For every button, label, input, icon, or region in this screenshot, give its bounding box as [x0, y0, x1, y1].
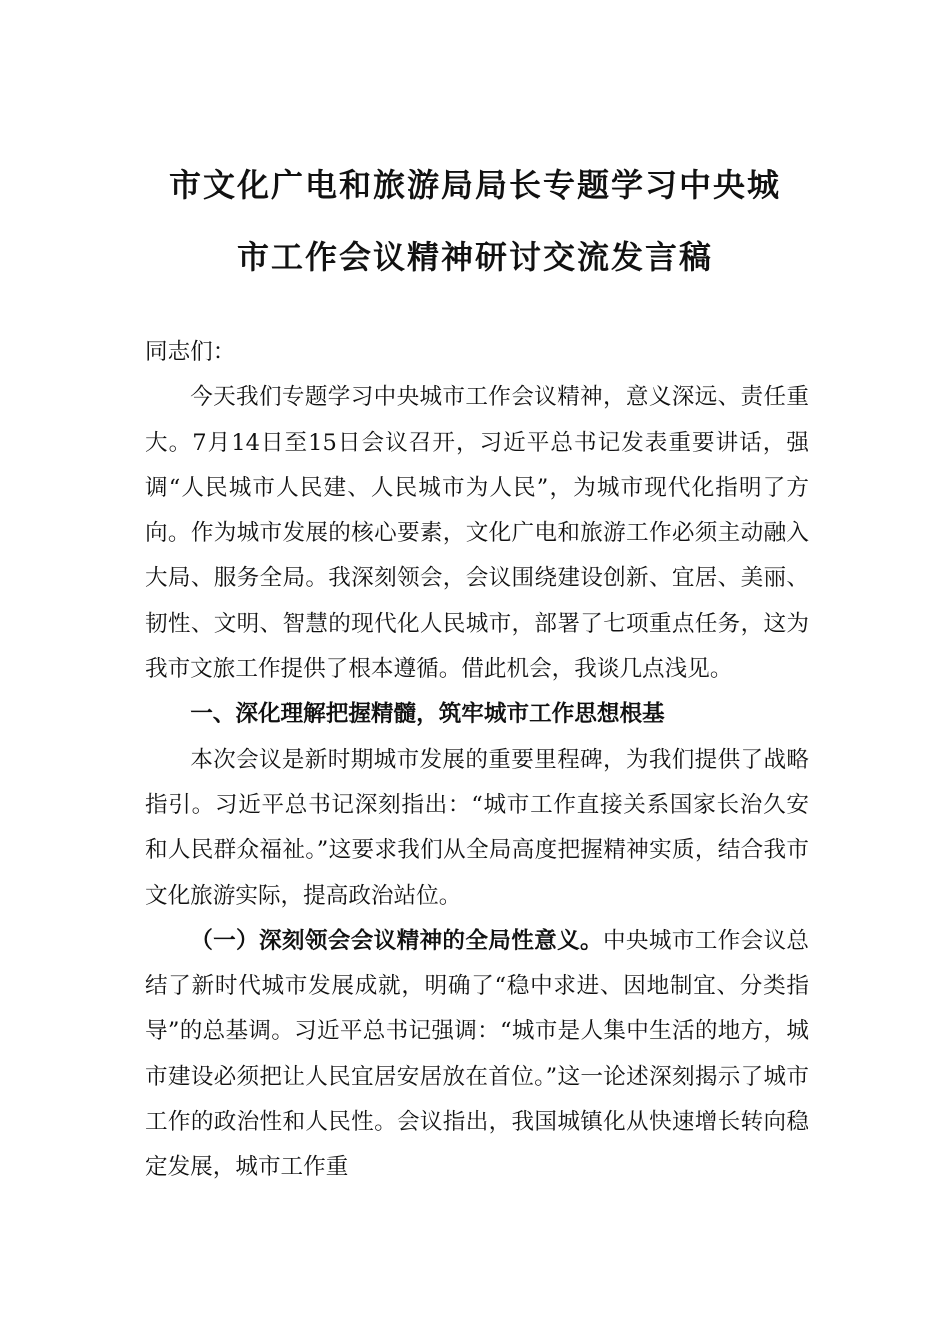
- section-1-paragraph: 本次会议是新时期城市发展的重要里程碑，为我们提供了战略指引。习近平总书记深刻指出：“城市工作直接关系国家长治久安和人民群众福祉。”这要求我们从全局高度把握精神实质，结合我市文化旅游实际，提高政治站位。: [145, 746, 809, 909]
- intro-paragraph: 今天我们专题学习中央城市工作会议精神，意义深远、责任重大。7月14日至15日会议召开，习近平总书记发表重要讲话，强调“人民城市人民建、人民城市为人民”，为城市现代化指明了方向。作为城市发展的核心要素，文化广电和旅游工作必须主动融入大局、服务全局。我深刻领会，会议围绕建设创新、宜居、美丽、韧性、文明、智慧的现代化人民城市，部署了七项重点任务，这为我市文旅工作提供了根本遵循。借此机会，我谈几点浅见。: [145, 384, 809, 683]
- subsection-1-title: （一）深刻领会会议精神的全局性意义。: [190, 927, 603, 954]
- section-heading-1: 一、深化理解把握精髓，筑牢城市工作思想根基: [190, 701, 665, 728]
- document-title-line-2: 市工作会议精神研讨交流发言稿: [236, 238, 713, 276]
- document-title-line-1: 市文化广电和旅游局局长专题学习中央城: [168, 166, 781, 204]
- subsection-1-paragraph: [145, 919, 809, 1191]
- subsection-1-text: 中央城市工作会议总结了新时代城市发展成就，明确了“稳中求进、因地制宜、分类指导”的总基调。习近平总书记强调：“城市是人集中生活的地方，城市建设必须把让人民宜居安居放在首位。”这一论述深刻揭示了城市工作的政治性和人民性。会议指出，我国城镇化从快速增长转向稳定发展，城市工作重: [145, 927, 810, 1181]
- document-body: [145, 330, 809, 1191]
- salutation: 同志们：: [145, 339, 236, 365]
